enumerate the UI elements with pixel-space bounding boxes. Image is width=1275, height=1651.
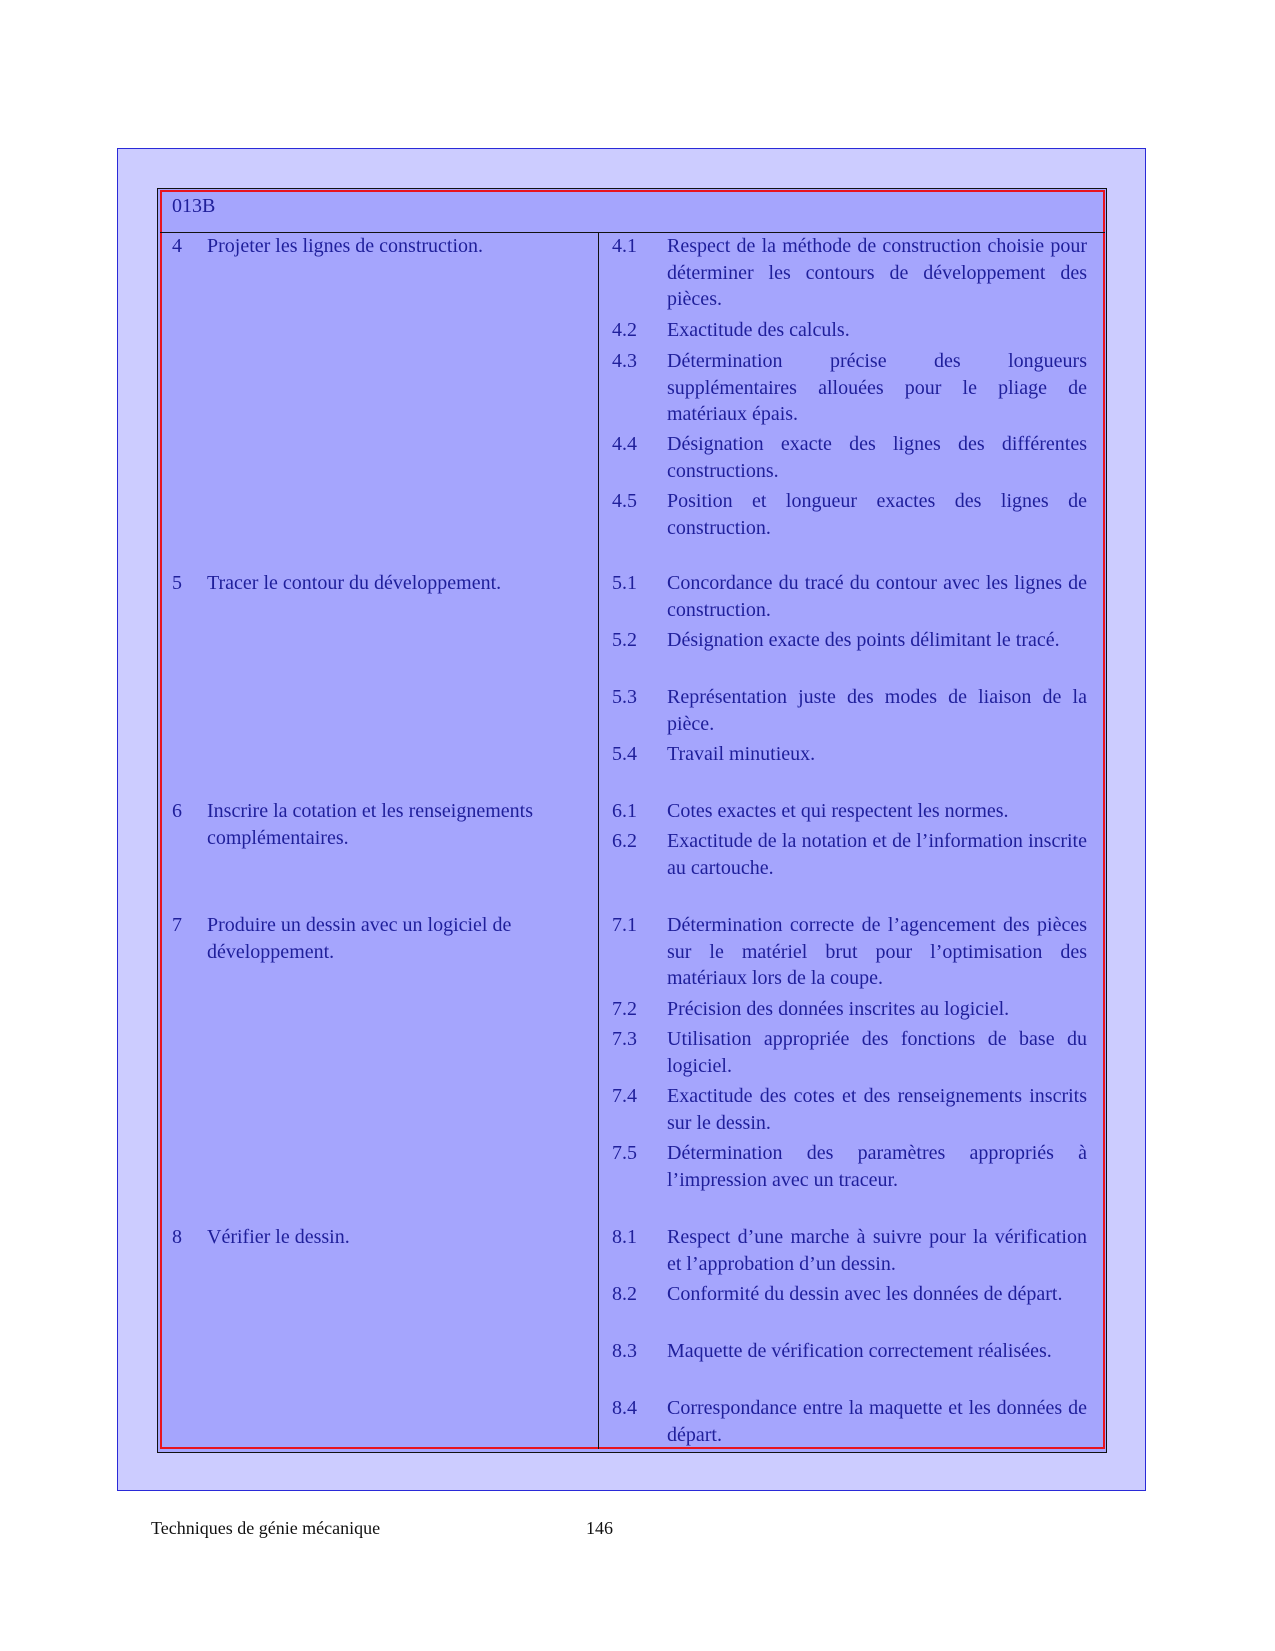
criterion-text: Respect d’une marche à suivre pour la vérification et l’approbation d’un dessin. <box>667 1226 1087 1275</box>
criterion-text: Position et longueur exactes des lignes de construction. <box>667 490 1087 539</box>
criterion-number: 5.3 <box>612 686 637 708</box>
criterion-text: Correspondance entre la maquette et les données de départ. <box>667 1397 1087 1446</box>
criterion-text: Cotes exactes et qui respectent les normes. <box>667 800 1009 822</box>
element-text: Projeter les lignes de construction. <box>207 235 484 257</box>
criterion-text: Détermination correcte de l’agencement des pièces sur le matériel brut pour l’optimisation des matériaux lors de la coupe. <box>667 914 1087 989</box>
element-number: 6 <box>172 800 182 822</box>
criterion-text: Concordance du tracé du contour avec les lignes de construction. <box>667 572 1087 621</box>
criterion-number: 4.2 <box>612 319 637 341</box>
element-number: 5 <box>172 572 182 594</box>
criterion-text: Conformité du dessin avec les données de départ. <box>667 1283 1063 1305</box>
criterion-number: 7.1 <box>612 914 637 936</box>
criterion-number: 7.5 <box>612 1142 637 1164</box>
criterion-number: 4.5 <box>612 490 637 512</box>
criterion-text: Désignation exacte des lignes des différentes constructions. <box>667 433 1087 482</box>
criterion-text: Désignation exacte des points délimitant le tracé. <box>667 629 1060 651</box>
criterion-number: 6.2 <box>612 830 637 852</box>
criterion-number: 4.1 <box>612 235 637 257</box>
element-text: Inscrire la cotation et les renseignements complémentaires. <box>207 800 533 849</box>
criterion-number: 4.3 <box>612 350 637 372</box>
element-text: Produire un dessin avec un logiciel de développement. <box>207 914 512 963</box>
criterion-text: Respect de la méthode de construction choisie pour déterminer les contours de développement des pièces. <box>667 235 1087 310</box>
criterion-text: Exactitude des cotes et des renseignements inscrits sur le dessin. <box>667 1085 1087 1134</box>
element-number: 4 <box>172 235 182 257</box>
element-text: Tracer le contour du développement. <box>207 572 502 594</box>
element-number: 8 <box>172 1226 182 1248</box>
footer-title: Techniques de génie mécanique <box>151 1518 381 1538</box>
criterion-number: 8.1 <box>612 1226 637 1248</box>
column-divider <box>598 233 599 1449</box>
criterion-text: Exactitude des calculs. <box>667 319 850 341</box>
criterion-number: 8.3 <box>612 1340 637 1362</box>
criterion-number: 7.4 <box>612 1085 637 1107</box>
page-number: 146 <box>586 1518 613 1538</box>
criterion-text: Détermination précise des longueurs supplémentaires allouées pour le pliage de matériaux épais. <box>667 350 1087 425</box>
criterion-number: 5.4 <box>612 743 637 765</box>
element-number: 7 <box>172 914 182 936</box>
criterion-text: Travail minutieux. <box>667 743 816 765</box>
criterion-text: Précision des données inscrites au logiciel. <box>667 998 1010 1020</box>
criterion-number: 8.2 <box>612 1283 637 1305</box>
criterion-number: 5.1 <box>612 572 637 594</box>
criterion-text: Utilisation appropriée des fonctions de base du logiciel. <box>667 1028 1087 1077</box>
criterion-number: 5.2 <box>612 629 637 651</box>
element-text: Vérifier le dessin. <box>207 1226 350 1248</box>
criterion-text: Exactitude de la notation et de l’information inscrite au cartouche. <box>667 830 1087 879</box>
criterion-number: 7.3 <box>612 1028 637 1050</box>
criterion-text: Détermination des paramètres appropriés à l’impression avec un traceur. <box>667 1142 1087 1191</box>
competency-code: 013B <box>172 195 216 217</box>
criterion-number: 4.4 <box>612 433 637 455</box>
criterion-number: 8.4 <box>612 1397 637 1419</box>
criterion-text: Maquette de vérification correctement réalisées. <box>667 1340 1052 1362</box>
criterion-text: Représentation juste des modes de liaison de la pièce. <box>667 686 1087 735</box>
criterion-number: 6.1 <box>612 800 637 822</box>
criterion-number: 7.2 <box>612 998 637 1020</box>
